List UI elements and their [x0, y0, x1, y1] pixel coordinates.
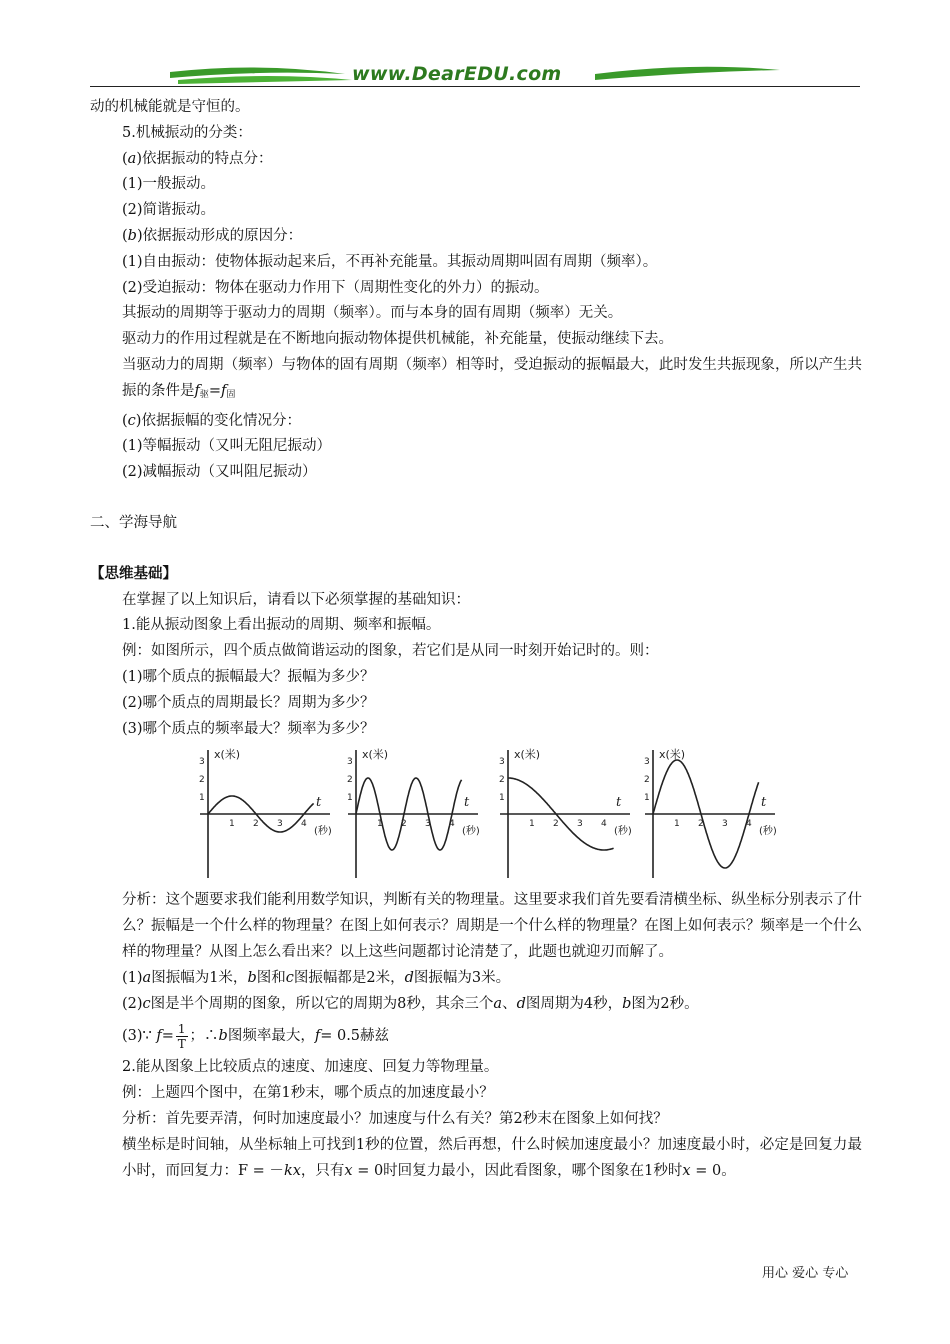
section-heading: 二、学海导航: [90, 514, 177, 531]
paragraph: (c)依据振幅的变化情况分：: [122, 412, 301, 429]
paragraph: 在掌握了以上知识后，请看以下必须掌握的基础知识：: [122, 591, 470, 608]
subsection-heading: 【思维基础】: [90, 565, 177, 582]
y-tick-label: 2: [347, 775, 353, 786]
y-tick-label: 2: [199, 775, 205, 786]
paragraph: (2)受迫振动：物体在驱动力作用下（周期性变化的外力）的振动。: [122, 279, 549, 296]
t-axis-unit: (秒): [314, 826, 332, 838]
y-tick-label: 1: [644, 793, 650, 804]
x-tick-label: 3: [277, 819, 283, 830]
y-axis-label: x(米): [362, 748, 389, 762]
x-tick-label: 3: [577, 819, 583, 830]
left-swoosh-2: [178, 76, 352, 84]
t-axis-label: t: [761, 795, 767, 811]
y-tick-label: 1: [347, 793, 353, 804]
right-swoosh: [595, 67, 780, 80]
y-axis-label: x(米): [214, 748, 241, 762]
paragraph: 其振动的周期等于驱动力的周期（频率）。而与本身的固有周期（频率）无关。: [122, 305, 623, 322]
x-tick-label: 2: [553, 819, 559, 830]
paragraph: (1)一般振动。: [122, 176, 216, 193]
x-tick-label: 4: [746, 819, 752, 830]
paragraph: [90, 353, 862, 409]
x-tick-label: 4: [449, 819, 455, 830]
paragraph: (3)哪个质点的频率最大？频率为多少？: [122, 720, 375, 737]
formula-f: f: [221, 382, 227, 399]
x-tick-label: 1: [674, 819, 680, 830]
vibration-graph-a: [198, 744, 338, 882]
y-tick-label: 3: [199, 757, 205, 768]
paragraph: 分析：这个题要求我们能利用数学知识，判断有关的物理量。这里要求我们首先要看清横坐标、纵坐标分别表示了什么？振幅是一个什么样的物理量？在图上如何表示？周期是一个什么样的物理量？在图上如何表示？频率是一个什么样的物理量？从图上怎么看出来？以上这些问题都讨论清楚了，此题也就迎刃而解了。: [122, 892, 862, 960]
x-tick-label: 4: [301, 819, 307, 830]
paragraph: (1)a图振幅为1米，b图和c图振幅都是2米，d图振幅为3米。: [122, 969, 511, 986]
equals: =: [208, 382, 222, 399]
t-axis-label: t: [616, 795, 622, 811]
paragraph: 2.能从图象上比较质点的速度、加速度、回复力等物理量。: [122, 1059, 499, 1076]
x-tick-label: 1: [229, 819, 235, 830]
paragraph: 例：如图所示，四个质点做简谐运动的图象，若它们是从同一时刻开始记时的。则：: [122, 643, 659, 660]
y-axis-label: x(米): [514, 748, 541, 762]
paragraph: (1)哪个质点的振幅最大？振幅为多少？: [122, 668, 375, 685]
subscript: 固: [226, 389, 236, 400]
document-body: [90, 95, 862, 1184]
y-tick-label: 1: [199, 793, 205, 804]
paragraph: (3)∵ f= $\frac{1}{T}$ ；∴b图频率最大，f= 0.5赫兹: [122, 1021, 390, 1051]
vibration-graph-d: [643, 744, 783, 882]
text: 当驱动力的周期（频率）与物体的固有周期（频率）相等时，受迫振动的振幅最大，此时发生共振现象，所以产生共振的条件是: [122, 356, 862, 399]
text: 依据振幅的变化情况分：: [141, 412, 301, 429]
t-axis-unit: (秒): [759, 826, 777, 838]
paragraph: 横坐标是时间轴，从坐标轴上可找到1秒的位置，然后再想，什么时候加速度最小？加速度最小时，必定是回复力最小时，而回复力：F = －kx，只有x = 0时回复力最小，因此看图象，哪个图象在1秒时x = 0。: [122, 1136, 862, 1179]
paragraph: (a)依据振动的特点分：: [122, 150, 273, 167]
y-tick-label: 3: [347, 757, 353, 768]
paragraph: 例：上题四个图中，在第1秒末，哪个质点的加速度最小？: [122, 1085, 494, 1102]
x-tick-label: 1: [529, 819, 535, 830]
paragraph: (2)减幅振动（又叫阻尼振动）: [122, 464, 317, 481]
paragraph: 5.机械振动的分类：: [122, 124, 252, 141]
vibration-graphs-figure: [198, 744, 777, 884]
y-tick-label: 1: [499, 793, 505, 804]
paragraph: (1)自由振动：使物体振动起来后，不再补充能量。其振动周期叫固有周期（频率）。: [122, 253, 658, 270]
x-tick-label: 2: [253, 819, 259, 830]
paragraph: (2)c图是半个周期的图象，所以它的周期为8秒，其余三个a、d图周期为4秒，b图为2秒。: [122, 995, 699, 1012]
paragraph: 分析：首先要弄清，何时加速度最小？加速度与什么有关？第2秒末在图象上如何找？: [122, 1110, 668, 1127]
vibration-graph-b: [346, 744, 486, 882]
y-tick-label: 2: [644, 775, 650, 786]
text: 依据振动的特点分：: [142, 150, 273, 167]
label-c: c: [127, 412, 136, 429]
label-b: b: [127, 227, 137, 244]
paragraph: (b)依据振动形成的原因分：: [122, 227, 303, 244]
y-tick-label: 2: [499, 775, 505, 786]
fraction: $\frac{1}{T}$: [177, 1021, 186, 1051]
x-tick-label: 2: [401, 819, 407, 830]
site-logo-text[interactable]: www.DearEDU.com: [352, 63, 562, 85]
x-tick-label: 3: [722, 819, 728, 830]
x-tick-label: 1: [377, 819, 383, 830]
text: 依据振动形成的原因分：: [142, 227, 303, 244]
y-tick-label: 3: [644, 757, 650, 768]
t-axis-label: t: [464, 795, 470, 811]
paragraph: (2)简谐振动。: [122, 202, 216, 219]
paragraph: (1)等幅振动（又叫无阻尼振动）: [122, 438, 332, 455]
y-axis-label: x(米): [659, 748, 686, 762]
t-axis-unit: (秒): [614, 826, 632, 838]
x-tick-label: 4: [601, 819, 607, 830]
t-axis-label: t: [316, 795, 322, 811]
t-axis-unit: (秒): [462, 826, 480, 838]
formula-f: f: [194, 382, 200, 399]
label-a: a: [127, 150, 137, 167]
vibration-graph-c: [498, 744, 638, 882]
footer-slogan: 用心 爱心 专心: [762, 1266, 849, 1281]
x-tick-label: 2: [698, 819, 704, 830]
paragraph: 动的机械能就是守恒的。: [90, 99, 250, 115]
paragraph: 驱动力的作用过程就是在不断地向振动物体提供机械能，补充能量，使振动继续下去。: [122, 331, 673, 348]
x-tick-label: 3: [425, 819, 431, 830]
paragraph: 1.能从振动图象上看出振动的周期、频率和振幅。: [122, 617, 441, 634]
paragraph: (2)哪个质点的周期最长？周期为多少？: [122, 694, 375, 711]
header-divider: [90, 86, 860, 87]
y-tick-label: 3: [499, 757, 505, 768]
subscript: 驱: [199, 389, 209, 400]
